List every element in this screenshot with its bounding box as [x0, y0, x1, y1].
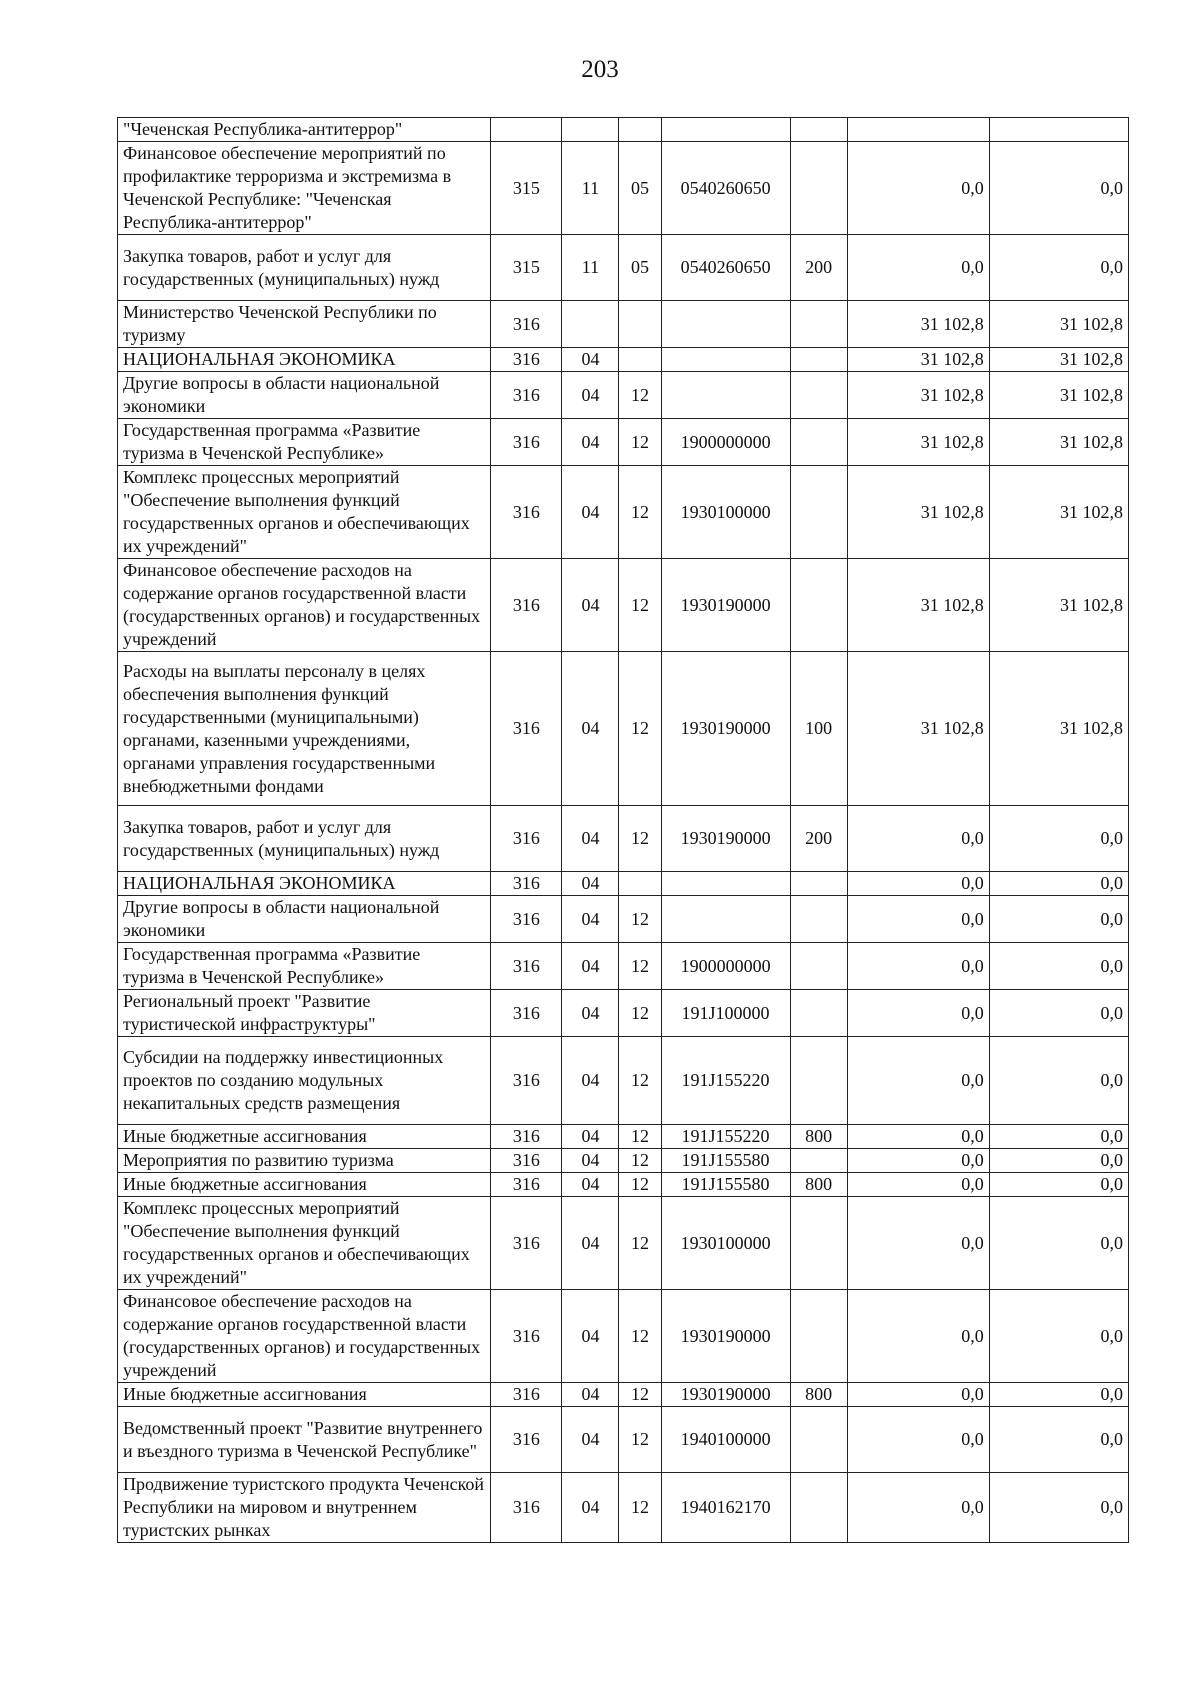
amount-year1-cell: [847, 118, 989, 142]
table-row: [118, 1473, 1129, 1543]
target-article-cell: 1930100000: [661, 1197, 790, 1290]
row-name-cell: НАЦИОНАЛЬНАЯ ЭКОНОМИКА: [118, 348, 491, 372]
expense-type-cell: [790, 990, 847, 1037]
amount-year2-cell: 0,0: [989, 943, 1128, 990]
amount-year2-cell: 31 102,8: [989, 301, 1128, 348]
row-name-cell: НАЦИОНАЛЬНАЯ ЭКОНОМИКА: [118, 872, 491, 896]
row-name-cell: Финансовое обеспечение мероприятий по профилактике терроризма и экстремизма в Чеченской Республике: "Чеченская Республика-антитеррор": [118, 142, 491, 235]
target-article-cell: 1930190000: [661, 1290, 790, 1383]
amount-year2-cell: 0,0: [989, 1407, 1128, 1473]
ministry-code-cell: 316: [491, 652, 562, 806]
expense-type-cell: 800: [790, 1125, 847, 1149]
expense-type-cell: [790, 1473, 847, 1543]
expense-type-cell: [790, 559, 847, 652]
row-name-cell: "Чеченская Республика-антитеррор": [118, 118, 491, 142]
row-name-cell: Закупка товаров, работ и услуг для государственных (муниципальных) нужд: [118, 806, 491, 872]
table-row: [118, 806, 1129, 872]
target-article-cell: 1930190000: [661, 806, 790, 872]
table-row: [118, 943, 1129, 990]
row-name-cell: Расходы на выплаты персоналу в целях обеспечения выполнения функций государственными (муниципальными) органами, казенными учреждениями, органами управления государственными внебюджетными фондами: [118, 652, 491, 806]
expense-type-cell: 800: [790, 1173, 847, 1197]
section-code-cell: 04: [562, 1173, 619, 1197]
row-name-cell: Иные бюджетные ассигнования: [118, 1383, 491, 1407]
subsection-code-cell: 12: [619, 559, 661, 652]
expense-type-cell: [790, 1290, 847, 1383]
section-code-cell: 11: [562, 235, 619, 301]
amount-year2-cell: 0,0: [989, 142, 1128, 235]
target-article-cell: 191J155220: [661, 1125, 790, 1149]
ministry-code-cell: 315: [491, 142, 562, 235]
table-row: [118, 872, 1129, 896]
expense-type-cell: [790, 372, 847, 419]
expense-type-cell: [790, 1407, 847, 1473]
subsection-code-cell: 12: [619, 896, 661, 943]
ministry-code-cell: 316: [491, 943, 562, 990]
target-article-cell: 1940100000: [661, 1407, 790, 1473]
target-article-cell: 1930190000: [661, 1383, 790, 1407]
section-code-cell: 04: [562, 943, 619, 990]
table-row: [118, 1197, 1129, 1290]
subsection-code-cell: 12: [619, 1037, 661, 1125]
subsection-code-cell: 12: [619, 990, 661, 1037]
amount-year1-cell: 0,0: [847, 872, 989, 896]
table-row: [118, 118, 1129, 142]
row-name-cell: Иные бюджетные ассигнования: [118, 1173, 491, 1197]
section-code-cell: 04: [562, 348, 619, 372]
table-row: [118, 235, 1129, 301]
ministry-code-cell: 316: [491, 872, 562, 896]
amount-year1-cell: 31 102,8: [847, 419, 989, 466]
target-article-cell: 1930190000: [661, 652, 790, 806]
row-name-cell: Иные бюджетные ассигнования: [118, 1125, 491, 1149]
row-name-cell: Другие вопросы в области национальной экономики: [118, 372, 491, 419]
amount-year2-cell: [989, 118, 1128, 142]
table-row: [118, 1290, 1129, 1383]
amount-year2-cell: 0,0: [989, 990, 1128, 1037]
subsection-code-cell: 12: [619, 806, 661, 872]
section-code-cell: 04: [562, 652, 619, 806]
section-code-cell: 04: [562, 419, 619, 466]
row-name-cell: Финансовое обеспечение расходов на содержание органов государственной власти (государственных органов) и государственных учреждений: [118, 559, 491, 652]
amount-year1-cell: 0,0: [847, 806, 989, 872]
section-code-cell: 04: [562, 1290, 619, 1383]
amount-year1-cell: 31 102,8: [847, 466, 989, 559]
ministry-code-cell: 316: [491, 1125, 562, 1149]
amount-year1-cell: 0,0: [847, 1173, 989, 1197]
amount-year1-cell: 0,0: [847, 1290, 989, 1383]
amount-year2-cell: 0,0: [989, 1125, 1128, 1149]
amount-year2-cell: 0,0: [989, 806, 1128, 872]
section-code-cell: 04: [562, 372, 619, 419]
ministry-code-cell: 316: [491, 896, 562, 943]
amount-year2-cell: 0,0: [989, 1383, 1128, 1407]
table-row: [118, 1149, 1129, 1173]
expense-type-cell: [790, 943, 847, 990]
amount-year2-cell: 31 102,8: [989, 419, 1128, 466]
table-row: [118, 466, 1129, 559]
amount-year1-cell: 0,0: [847, 990, 989, 1037]
expense-type-cell: [790, 419, 847, 466]
ministry-code-cell: 316: [491, 1407, 562, 1473]
amount-year1-cell: 0,0: [847, 1125, 989, 1149]
section-code-cell: 04: [562, 1149, 619, 1173]
amount-year1-cell: 0,0: [847, 1473, 989, 1543]
section-code-cell: 04: [562, 872, 619, 896]
subsection-code-cell: 05: [619, 235, 661, 301]
amount-year1-cell: 31 102,8: [847, 652, 989, 806]
amount-year2-cell: 31 102,8: [989, 559, 1128, 652]
target-article-cell: [661, 896, 790, 943]
ministry-code-cell: 316: [491, 419, 562, 466]
target-article-cell: 191J155220: [661, 1037, 790, 1125]
subsection-code-cell: 12: [619, 1383, 661, 1407]
subsection-code-cell: [619, 872, 661, 896]
table-row: [118, 419, 1129, 466]
amount-year2-cell: 0,0: [989, 1473, 1128, 1543]
target-article-cell: 1900000000: [661, 419, 790, 466]
amount-year2-cell: 0,0: [989, 1197, 1128, 1290]
amount-year2-cell: 0,0: [989, 1149, 1128, 1173]
expense-type-cell: [790, 301, 847, 348]
subsection-code-cell: 12: [619, 1173, 661, 1197]
target-article-cell: [661, 372, 790, 419]
row-name-cell: Финансовое обеспечение расходов на содержание органов государственной власти (государственных органов) и государственных учреждений: [118, 1290, 491, 1383]
table-row: [118, 1037, 1129, 1125]
page-number: 203: [581, 56, 619, 83]
table-row: [118, 372, 1129, 419]
ministry-code-cell: 316: [491, 1473, 562, 1543]
row-name-cell: Закупка товаров, работ и услуг для государственных (муниципальных) нужд: [118, 235, 491, 301]
section-code-cell: 04: [562, 1197, 619, 1290]
target-article-cell: [661, 872, 790, 896]
table-row: [118, 896, 1129, 943]
table-row: [118, 1407, 1129, 1473]
target-article-cell: 1900000000: [661, 943, 790, 990]
amount-year1-cell: 0,0: [847, 142, 989, 235]
ministry-code-cell: 316: [491, 1037, 562, 1125]
amount-year2-cell: 31 102,8: [989, 652, 1128, 806]
amount-year1-cell: 0,0: [847, 235, 989, 301]
subsection-code-cell: 12: [619, 1407, 661, 1473]
expense-type-cell: [790, 872, 847, 896]
amount-year1-cell: 0,0: [847, 1197, 989, 1290]
ministry-code-cell: 316: [491, 1290, 562, 1383]
target-article-cell: 1930100000: [661, 466, 790, 559]
subsection-code-cell: 05: [619, 142, 661, 235]
amount-year2-cell: 0,0: [989, 1037, 1128, 1125]
section-code-cell: 04: [562, 1383, 619, 1407]
section-code-cell: 04: [562, 896, 619, 943]
subsection-code-cell: 12: [619, 1197, 661, 1290]
ministry-code-cell: 316: [491, 466, 562, 559]
subsection-code-cell: 12: [619, 466, 661, 559]
target-article-cell: 1930190000: [661, 559, 790, 652]
amount-year1-cell: 0,0: [847, 943, 989, 990]
amount-year1-cell: 0,0: [847, 896, 989, 943]
amount-year2-cell: 0,0: [989, 1290, 1128, 1383]
expense-type-cell: 100: [790, 652, 847, 806]
amount-year2-cell: 0,0: [989, 1173, 1128, 1197]
target-article-cell: 1940162170: [661, 1473, 790, 1543]
row-name-cell: Субсидии на поддержку инвестиционных проектов по созданию модульных некапитальных средств размещения: [118, 1037, 491, 1125]
subsection-code-cell: [619, 301, 661, 348]
ministry-code-cell: 316: [491, 372, 562, 419]
table-row: [118, 990, 1129, 1037]
table-row: [118, 1383, 1129, 1407]
amount-year1-cell: 0,0: [847, 1407, 989, 1473]
subsection-code-cell: 12: [619, 943, 661, 990]
amount-year2-cell: 31 102,8: [989, 466, 1128, 559]
subsection-code-cell: 12: [619, 652, 661, 806]
amount-year1-cell: 0,0: [847, 1037, 989, 1125]
amount-year2-cell: 0,0: [989, 872, 1128, 896]
row-name-cell: Комплекс процессных мероприятий "Обеспечение выполнения функций государственных органов и обеспечивающих их учреждений": [118, 466, 491, 559]
row-name-cell: Продвижение туристского продукта Чеченской Республики на мировом и внутреннем туристских рынках: [118, 1473, 491, 1543]
amount-year2-cell: 31 102,8: [989, 372, 1128, 419]
table-row: [118, 301, 1129, 348]
section-code-cell: 04: [562, 990, 619, 1037]
ministry-code-cell: 316: [491, 1173, 562, 1197]
subsection-code-cell: 12: [619, 419, 661, 466]
section-code-cell: [562, 118, 619, 142]
amount-year2-cell: 0,0: [989, 896, 1128, 943]
expense-type-cell: [790, 466, 847, 559]
ministry-code-cell: 316: [491, 301, 562, 348]
section-code-cell: 04: [562, 1125, 619, 1149]
target-article-cell: [661, 301, 790, 348]
section-code-cell: [562, 301, 619, 348]
amount-year1-cell: 31 102,8: [847, 301, 989, 348]
table-body: [118, 118, 1129, 1543]
ministry-code-cell: 316: [491, 1149, 562, 1173]
expense-type-cell: [790, 1149, 847, 1173]
ministry-code-cell: 316: [491, 806, 562, 872]
amount-year2-cell: 0,0: [989, 235, 1128, 301]
section-code-cell: 04: [562, 559, 619, 652]
section-code-cell: 04: [562, 466, 619, 559]
ministry-code-cell: [491, 118, 562, 142]
row-name-cell: Государственная программа «Развитие туризма в Чеченской Республике»: [118, 419, 491, 466]
target-article-cell: 191J155580: [661, 1173, 790, 1197]
target-article-cell: 0540260650: [661, 235, 790, 301]
expense-type-cell: [790, 1197, 847, 1290]
section-code-cell: 04: [562, 1473, 619, 1543]
expense-type-cell: 800: [790, 1383, 847, 1407]
table-row: [118, 1125, 1129, 1149]
ministry-code-cell: 315: [491, 235, 562, 301]
target-article-cell: 191J155580: [661, 1149, 790, 1173]
target-article-cell: [661, 348, 790, 372]
amount-year1-cell: 0,0: [847, 1149, 989, 1173]
table-row: [118, 559, 1129, 652]
amount-year1-cell: 0,0: [847, 1383, 989, 1407]
expense-type-cell: [790, 896, 847, 943]
table-row: [118, 652, 1129, 806]
ministry-code-cell: 316: [491, 1383, 562, 1407]
expense-type-cell: [790, 142, 847, 235]
row-name-cell: Ведомственный проект "Развитие внутреннего и въездного туризма в Чеченской Республике": [118, 1407, 491, 1473]
expense-type-cell: [790, 1037, 847, 1125]
ministry-code-cell: 316: [491, 1197, 562, 1290]
target-article-cell: 191J100000: [661, 990, 790, 1037]
subsection-code-cell: [619, 118, 661, 142]
target-article-cell: [661, 118, 790, 142]
row-name-cell: Мероприятия по развитию туризма: [118, 1149, 491, 1173]
table-row: [118, 1173, 1129, 1197]
budget-table: [117, 117, 1129, 1543]
amount-year1-cell: 31 102,8: [847, 559, 989, 652]
amount-year1-cell: 31 102,8: [847, 372, 989, 419]
target-article-cell: 0540260650: [661, 142, 790, 235]
ministry-code-cell: 316: [491, 559, 562, 652]
table-row: [118, 142, 1129, 235]
row-name-cell: Государственная программа «Развитие туризма в Чеченской Республике»: [118, 943, 491, 990]
expense-type-cell: [790, 348, 847, 372]
subsection-code-cell: [619, 348, 661, 372]
section-code-cell: 11: [562, 142, 619, 235]
row-name-cell: Другие вопросы в области национальной экономики: [118, 896, 491, 943]
table-row: [118, 348, 1129, 372]
section-code-cell: 04: [562, 1037, 619, 1125]
section-code-cell: 04: [562, 806, 619, 872]
section-code-cell: 04: [562, 1407, 619, 1473]
subsection-code-cell: 12: [619, 372, 661, 419]
ministry-code-cell: 316: [491, 990, 562, 1037]
row-name-cell: Комплекс процессных мероприятий "Обеспечение выполнения функций государственных органов и обеспечивающих их учреждений": [118, 1197, 491, 1290]
subsection-code-cell: 12: [619, 1473, 661, 1543]
expense-type-cell: 200: [790, 806, 847, 872]
amount-year1-cell: 31 102,8: [847, 348, 989, 372]
row-name-cell: Региональный проект "Развитие туристической инфраструктуры": [118, 990, 491, 1037]
ministry-code-cell: 316: [491, 348, 562, 372]
subsection-code-cell: 12: [619, 1125, 661, 1149]
expense-type-cell: 200: [790, 235, 847, 301]
subsection-code-cell: 12: [619, 1290, 661, 1383]
expense-type-cell: [790, 118, 847, 142]
amount-year2-cell: 31 102,8: [989, 348, 1128, 372]
subsection-code-cell: 12: [619, 1149, 661, 1173]
row-name-cell: Министерство Чеченской Республики по туризму: [118, 301, 491, 348]
